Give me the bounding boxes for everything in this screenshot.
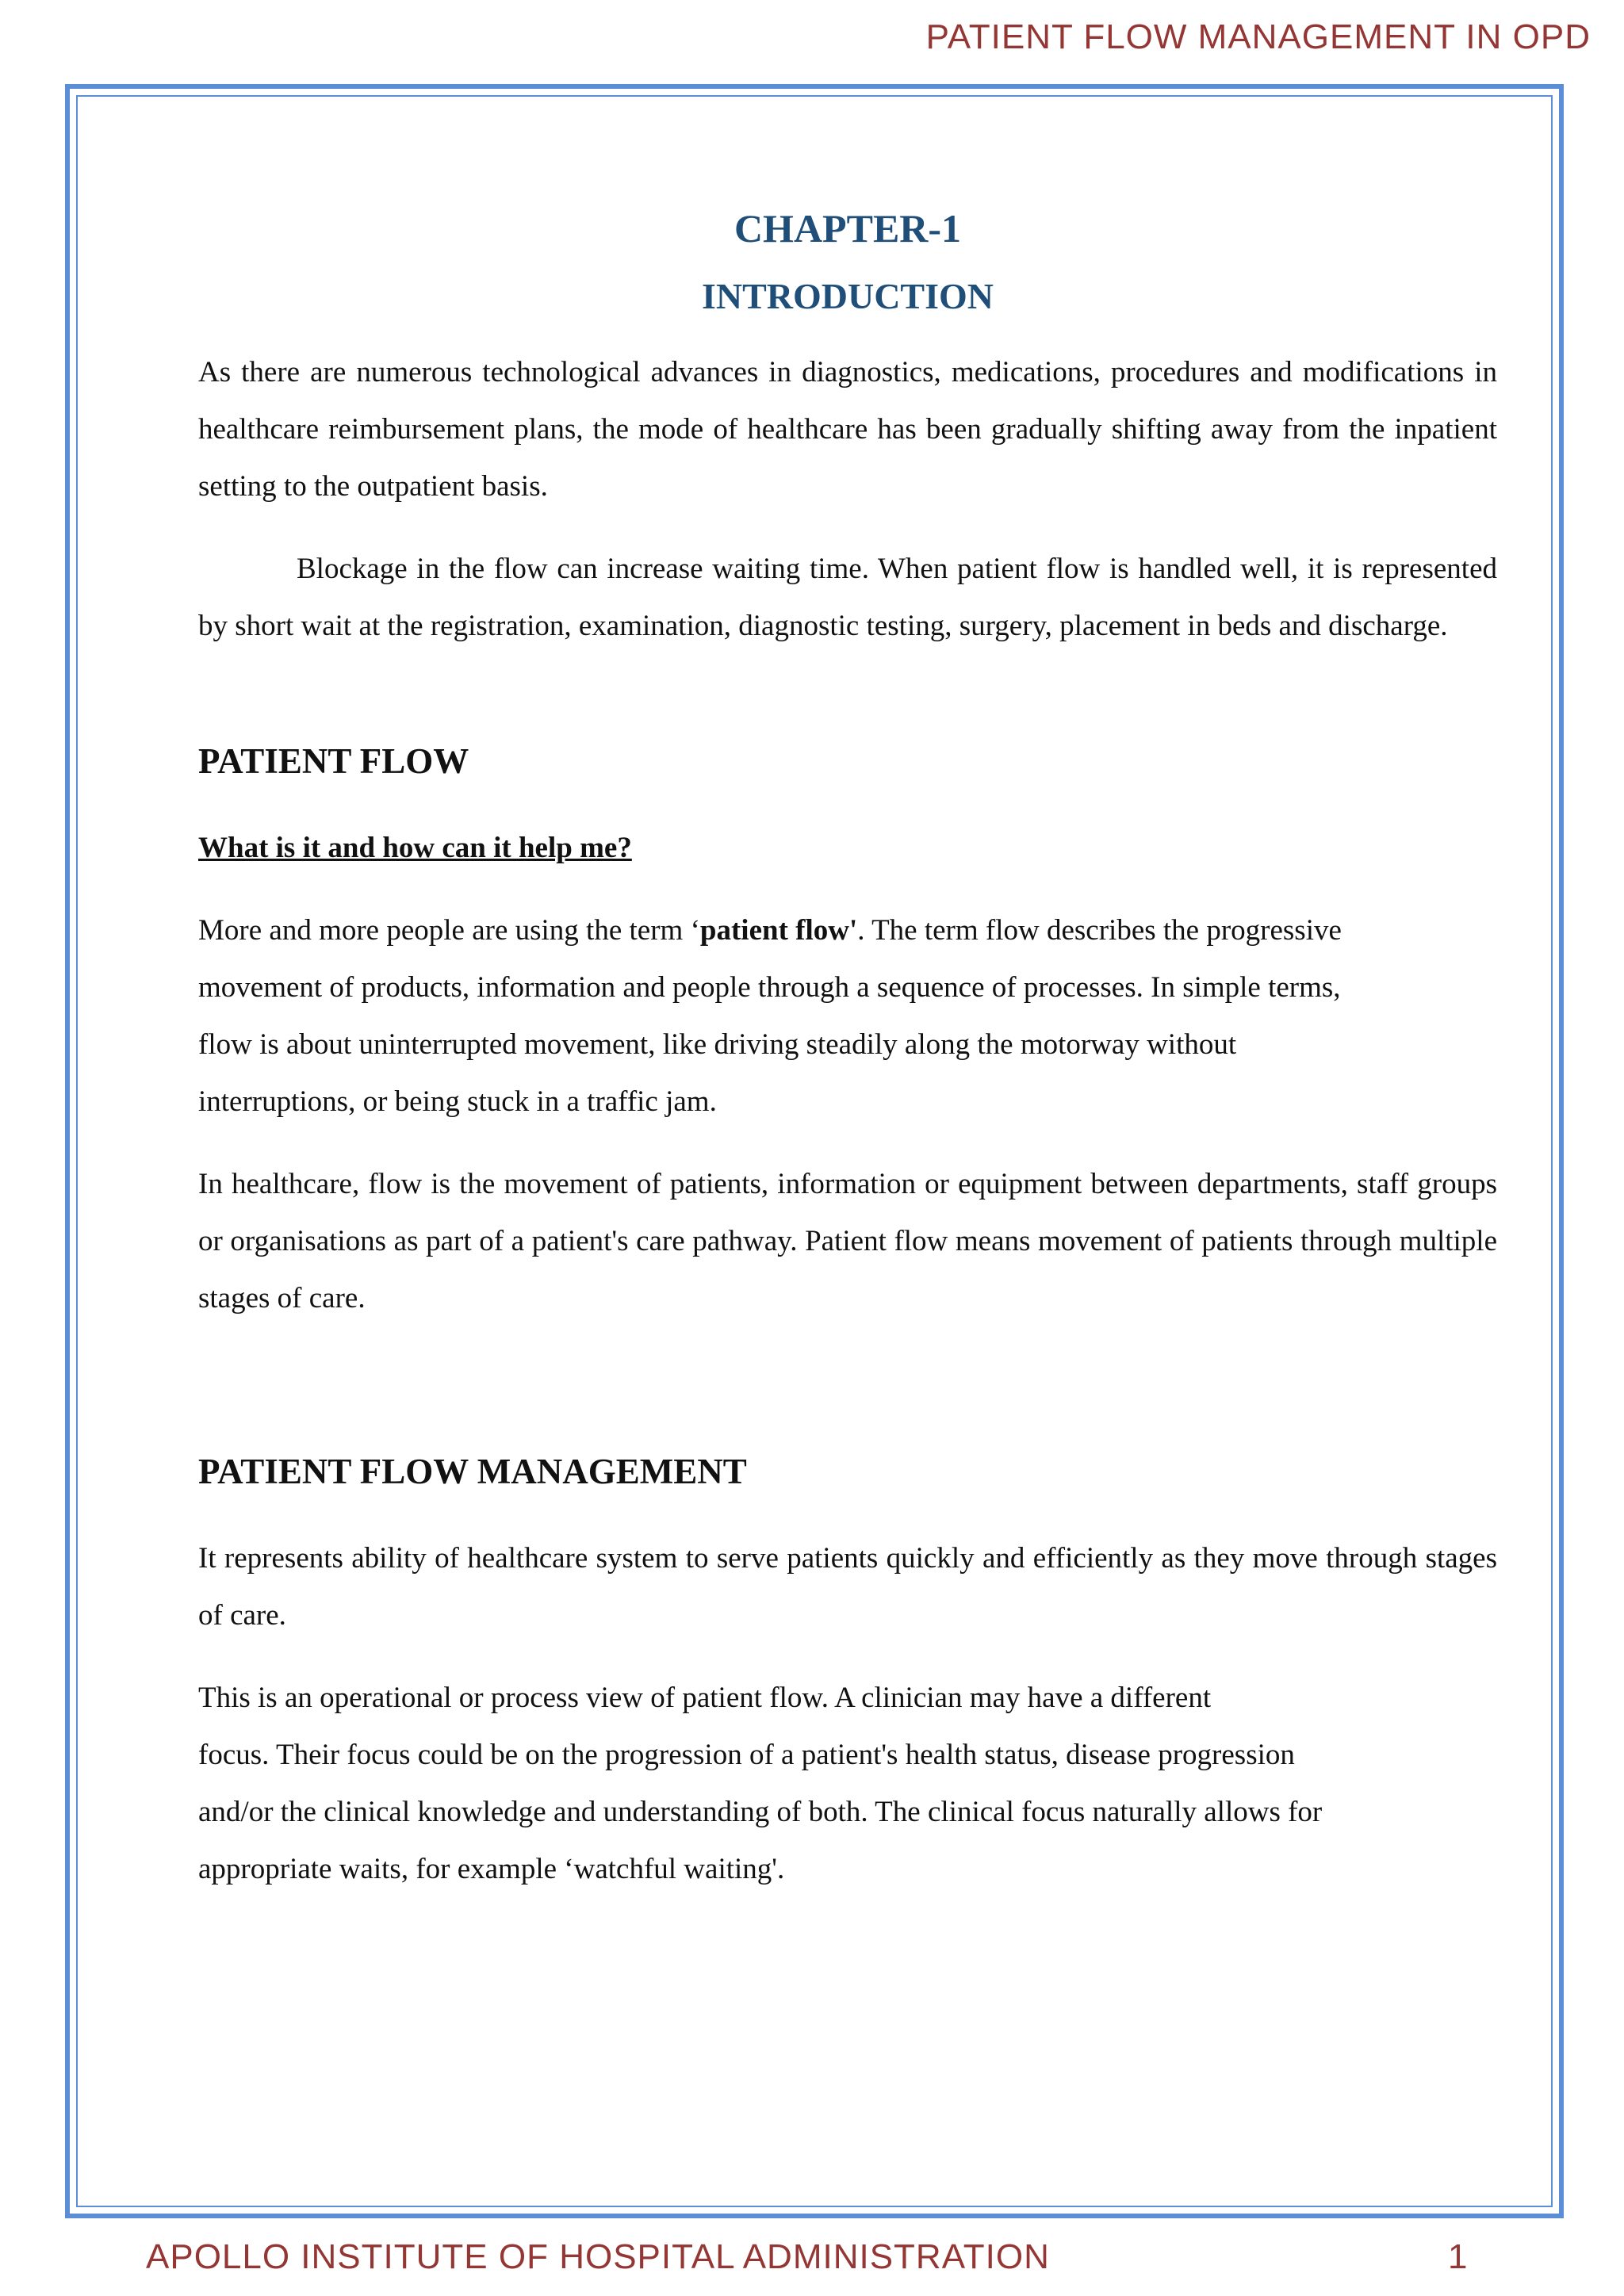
paragraph-line: flow is about uninterrupted movement, like driving steadily along the motorway without — [198, 1028, 1237, 1061]
footer-page-number: 1 — [1448, 2237, 1468, 2276]
subheading-what-is-it: What is it and how can it help me? — [198, 832, 632, 864]
paragraph-line: focus. Their focus could be on the progression of a patient's health status, disease progression — [198, 1739, 1295, 1771]
paragraph-text: More and more people are using the term ‘ — [198, 914, 700, 947]
section-heading-patient-flow: PATIENT FLOW — [198, 741, 469, 781]
section-heading-patient-flow-management: PATIENT FLOW MANAGEMENT — [198, 1452, 747, 1491]
management-paragraph-1: It represents ability of healthcare system to serve patients quickly and efficiently as they move through stages of care. — [198, 1542, 1497, 1632]
paragraph-line: interruptions, or being stuck in a traffic jam. — [198, 1085, 717, 1118]
intro-paragraph-2: Blockage in the flow can increase waiting time. When patient flow is handled well, it is represented by short wait at the registration, examination, diagnostic testing, surgery, placement in beds and discharge. — [198, 553, 1497, 642]
management-paragraph-2 — [198, 1670, 1497, 1898]
paragraph-text: . The term flow describes the progressive — [857, 914, 1342, 947]
paragraph-line: movement of products, information and people through a sequence of processes. In simple terms, — [198, 971, 1341, 1004]
paragraph-line: and/or the clinical knowledge and understanding of both. The clinical focus naturally allows for — [198, 1796, 1323, 1828]
patient-flow-paragraph-1 — [198, 902, 1497, 1131]
paragraph-line: appropriate waits, for example ‘watchful waiting'. — [198, 1853, 785, 1885]
chapter-number: CHAPTER-1 — [733, 206, 962, 251]
footer-institution: APOLLO INSTITUTE OF HOSPITAL ADMINISTRATION — [146, 2237, 1050, 2276]
paragraph-line — [198, 902, 1497, 959]
chapter-title: INTRODUCTION — [701, 276, 994, 316]
patient-flow-paragraph-2: In healthcare, flow is the movement of patients, information or equipment between departments, staff groups or organisations as part of a patient's care pathway. Patient flow means movement of patients through multiple stages of care. — [198, 1168, 1497, 1314]
bold-term-patient-flow: patient flow' — [699, 914, 858, 947]
page-content — [198, 190, 1497, 1898]
running-header: PATIENT FLOW MANAGEMENT IN OPD — [925, 17, 1591, 56]
intro-paragraph-1: As there are numerous technological advances in diagnostics, medications, procedures and modifications in healthcare reimbursement plans, the mode of healthcare has been gradually shifting away from the inpatient setting to the outpatient basis. — [198, 356, 1497, 503]
paragraph-line: This is an operational or process view of patient flow. A clinician may have a different — [198, 1682, 1212, 1714]
